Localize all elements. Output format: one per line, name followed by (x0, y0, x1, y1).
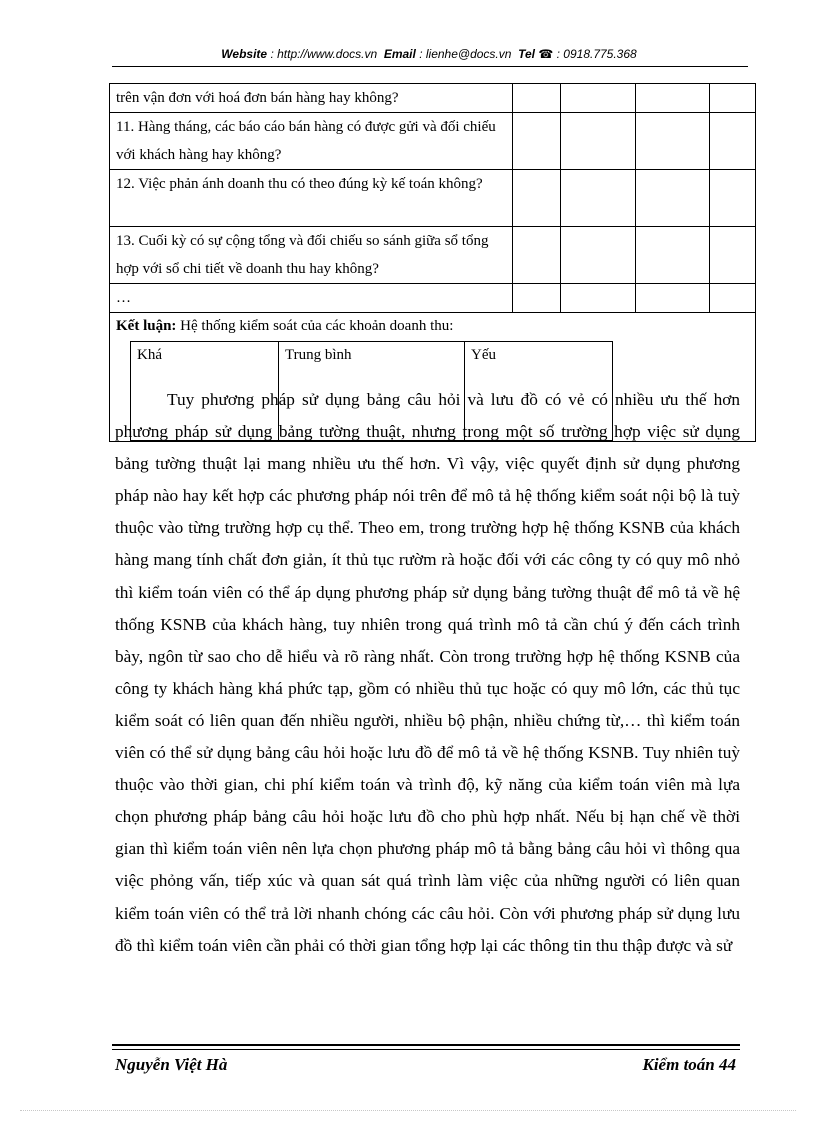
rating-good: Khá (131, 342, 279, 441)
email-value[interactable]: : lienhe@docs.vn (419, 47, 512, 61)
website-url[interactable]: : http://www.docs.vn (270, 47, 378, 61)
answer-cell (561, 84, 636, 113)
email-label: Email (383, 47, 416, 61)
question-cell: 11. Hàng tháng, các báo cáo bán hàng có được gửi và đối chiếu với khách hàng hay không? (110, 113, 513, 170)
answer-cell (513, 170, 561, 227)
answer-cell (636, 284, 710, 313)
conclusion-text: Hệ thống kiểm soát của các khoản doanh thu: (176, 318, 454, 334)
body-section (115, 384, 740, 962)
footer-divider-thin (112, 1049, 740, 1050)
question-cell: trên vận đơn với hoá đơn bán hàng hay không? (110, 84, 513, 113)
question-cell: 13. Cuối kỳ có sự cộng tổng và đối chiếu so sánh giữa sổ tổng hợp với sổ chi tiết về doanh thu hay không? (110, 227, 513, 284)
answer-cell (513, 84, 561, 113)
table-row (110, 84, 756, 113)
rating-weak: Yếu (465, 342, 613, 441)
body-paragraph: Tuy phương pháp sử dụng bảng câu hỏi và lưu đồ có vẻ có nhiều ưu thế hơn phương pháp sử dụng bảng tường thuật, nhưng trong một số trường hợp việc sử dụng bảng tường thuật lại mang nhiều ưu thế hơn. Vì vậy, việc quyết định sử dụng phương pháp nào hay kết hợp các phương pháp nói trên để mô tả hệ thống kiểm soát nội bộ là tuỳ thuộc vào từng trường hợp cụ thể. Theo em, trong trường hợp hệ thống KSNB của khách hàng mang tính chất đơn giản, ít thủ tục rườm rà hoặc đối với các công ty có quy mô nhỏ thì kiểm toán viên có thể áp dụng phương pháp sử dụng bảng tường thuật để mô tả về hệ thống KSNB của khách hàng, tuy nhiên trong quá trình mô tả cần chú ý đến cách trình bày, ngôn từ sao cho dễ hiểu và rõ ràng nhất. Còn trong trường hợp hệ thống KSNB của công ty khách hàng khá phức tạp, gồm có nhiều thủ tục hoặc có quy mô lớn, các thủ tục kiểm soát có liên quan đến nhiều người, nhiều bộ phận, nhiều chứng từ,… thì kiểm toán viên có thể sử dụng bảng câu hỏi hoặc lưu đồ để mô tả về hệ thống KSNB. Tuy nhiên tuỳ thuộc vào thời gian, chi phí kiểm toán và trình độ, kỹ năng của kiểm toán viên mà lựa chọn phương pháp bảng câu hỏi hoặc lưu đồ cho phù hợp nhất. Nếu bị hạn chế về thời gian thì kiểm toán viên nên lựa chọn phương pháp mô tả bằng bảng câu hỏi vì thông qua việc phỏng vấn, tiếp xúc và quan sát quá trình làm việc của những người có liên quan kiểm toán viên có thể trả lời nhanh chóng các câu hỏi. Còn với phương pháp sử dụng lưu đồ thì kiểm toán viên cần phải có thời gian tổng hợp lại các thông tin thu thập được và sử (115, 390, 740, 955)
answer-cell (561, 113, 636, 170)
answer-cell (710, 284, 756, 313)
footer-divider (112, 1044, 740, 1046)
tel-label: Tel ☎ (518, 47, 554, 61)
answer-cell (710, 113, 756, 170)
answer-cell (710, 170, 756, 227)
conclusion-label: Kết luận: (116, 318, 177, 334)
answer-cell (561, 227, 636, 284)
page-bottom-border (20, 1110, 796, 1111)
tel-value: : 0918.775.368 (556, 47, 637, 61)
rating-average: Trung bình (279, 342, 465, 441)
answer-cell (513, 227, 561, 284)
answer-cell (513, 284, 561, 313)
answer-cell (636, 170, 710, 227)
website-label: Website (221, 47, 268, 61)
question-cell: … (110, 284, 513, 313)
answer-cell (513, 113, 561, 170)
table-row (110, 170, 756, 227)
footer-class: Kiểm toán 44 (642, 1055, 736, 1074)
footer-author: Nguyễn Việt Hà (115, 1055, 228, 1074)
page-header (112, 47, 746, 67)
answer-cell (561, 284, 636, 313)
answer-cell (561, 170, 636, 227)
answer-cell (710, 84, 756, 113)
answer-cell (710, 227, 756, 284)
table-row (110, 284, 756, 313)
question-cell: 12. Việc phản ánh doanh thu có theo đúng kỳ kế toán không? (110, 170, 513, 227)
table-row (110, 113, 756, 170)
answer-cell (636, 227, 710, 284)
answer-cell (636, 84, 710, 113)
header-divider (112, 66, 748, 67)
answer-cell (636, 113, 710, 170)
table-row (110, 227, 756, 284)
